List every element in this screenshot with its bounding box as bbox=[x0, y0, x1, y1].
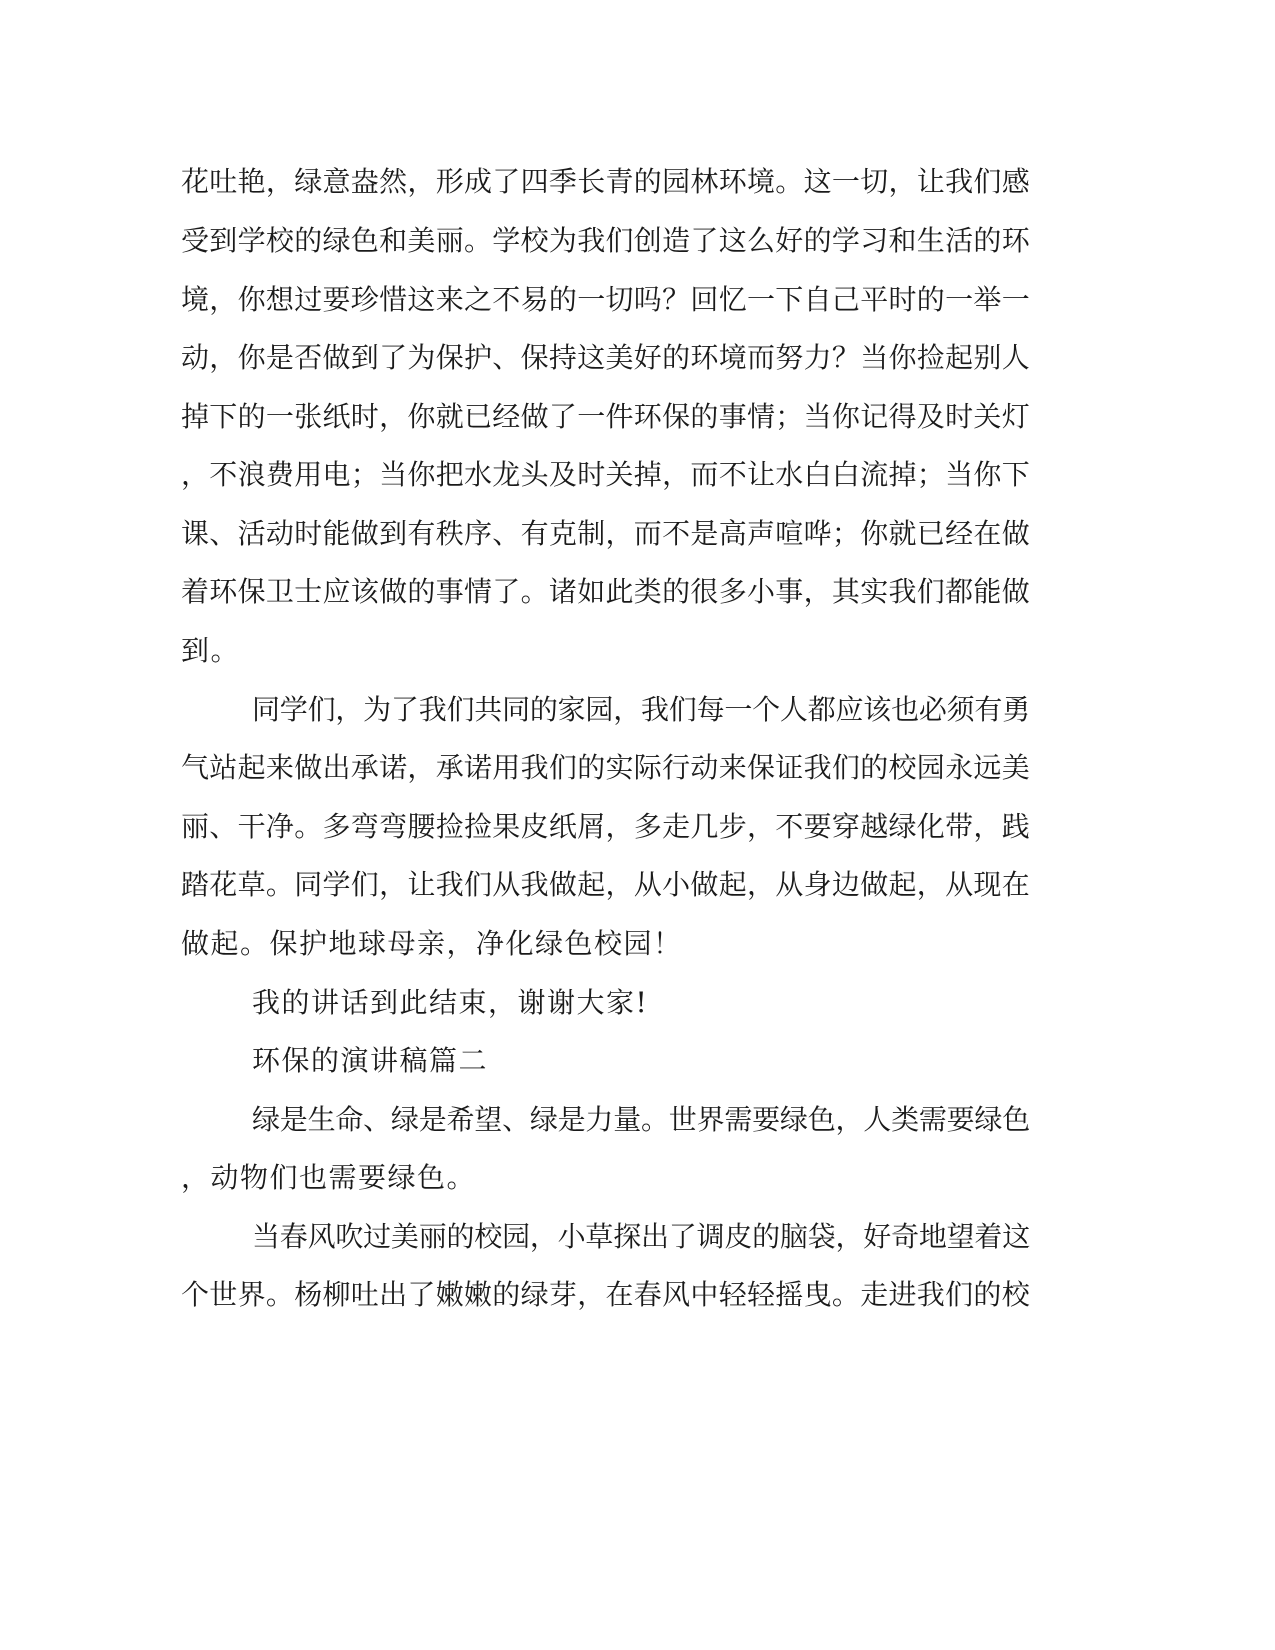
text-line: 动，你是否做到了为保护、保持这美好的环境而努力？当你捡起别人 bbox=[181, 341, 1031, 374]
section-heading: 环保的演讲稿篇二 bbox=[252, 1044, 489, 1077]
text-line: 掉下的一张纸时，你就已经做了一件环保的事情；当你记得及时关灯 bbox=[181, 400, 1031, 433]
text-line: 着环保卫士应该做的事情了。诸如此类的很多小事，其实我们都能做 bbox=[181, 575, 1031, 608]
text-line: 同学们，为了我们共同的家园，我们每一个人都应该也必须有勇 bbox=[252, 693, 1031, 726]
text-line: ，动物们也需要绿色。 bbox=[181, 1161, 477, 1194]
text-line: ，不浪费用电；当你把水龙头及时关掉，而不让水白白流掉；当你下 bbox=[181, 458, 1031, 491]
text-line: 课、活动时能做到有秩序、有克制，而不是高声喧哗；你就已经在做 bbox=[181, 517, 1031, 550]
text-line: 我的讲话到此结束，谢谢大家! bbox=[252, 986, 649, 1019]
text-line: 境，你想过要珍惜这来之不易的一切吗？回忆一下自己平时的一举一 bbox=[181, 283, 1031, 316]
text-line: 做起。保护地球母亲，净化绿色校园！ bbox=[181, 927, 683, 960]
text-line: 气站起来做出承诺，承诺用我们的实际行动来保证我们的校园永远美 bbox=[181, 751, 1031, 784]
text-line: 踏花草。同学们，让我们从我做起，从小做起，从身边做起，从现在 bbox=[181, 868, 1031, 901]
text-line: 当春风吹过美丽的校园，小草探出了调皮的脑袋，好奇地望着这 bbox=[252, 1220, 1031, 1253]
text-line: 受到学校的绿色和美丽。学校为我们创造了这么好的学习和生活的环 bbox=[181, 224, 1031, 257]
text-line: 绿是生命、绿是希望、绿是力量。世界需要绿色，人类需要绿色 bbox=[252, 1103, 1031, 1136]
text-line: 花吐艳，绿意盎然，形成了四季长青的园林环境。这一切，让我们感 bbox=[181, 165, 1031, 198]
text-line: 到。 bbox=[181, 634, 241, 667]
text-line: 个世界。杨柳吐出了嫩嫩的绿芽，在春风中轻轻摇曳。走进我们的校 bbox=[181, 1278, 1031, 1311]
text-line: 丽、干净。多弯弯腰捡捡果皮纸屑，多走几步，不要穿越绿化带，践 bbox=[181, 810, 1031, 843]
